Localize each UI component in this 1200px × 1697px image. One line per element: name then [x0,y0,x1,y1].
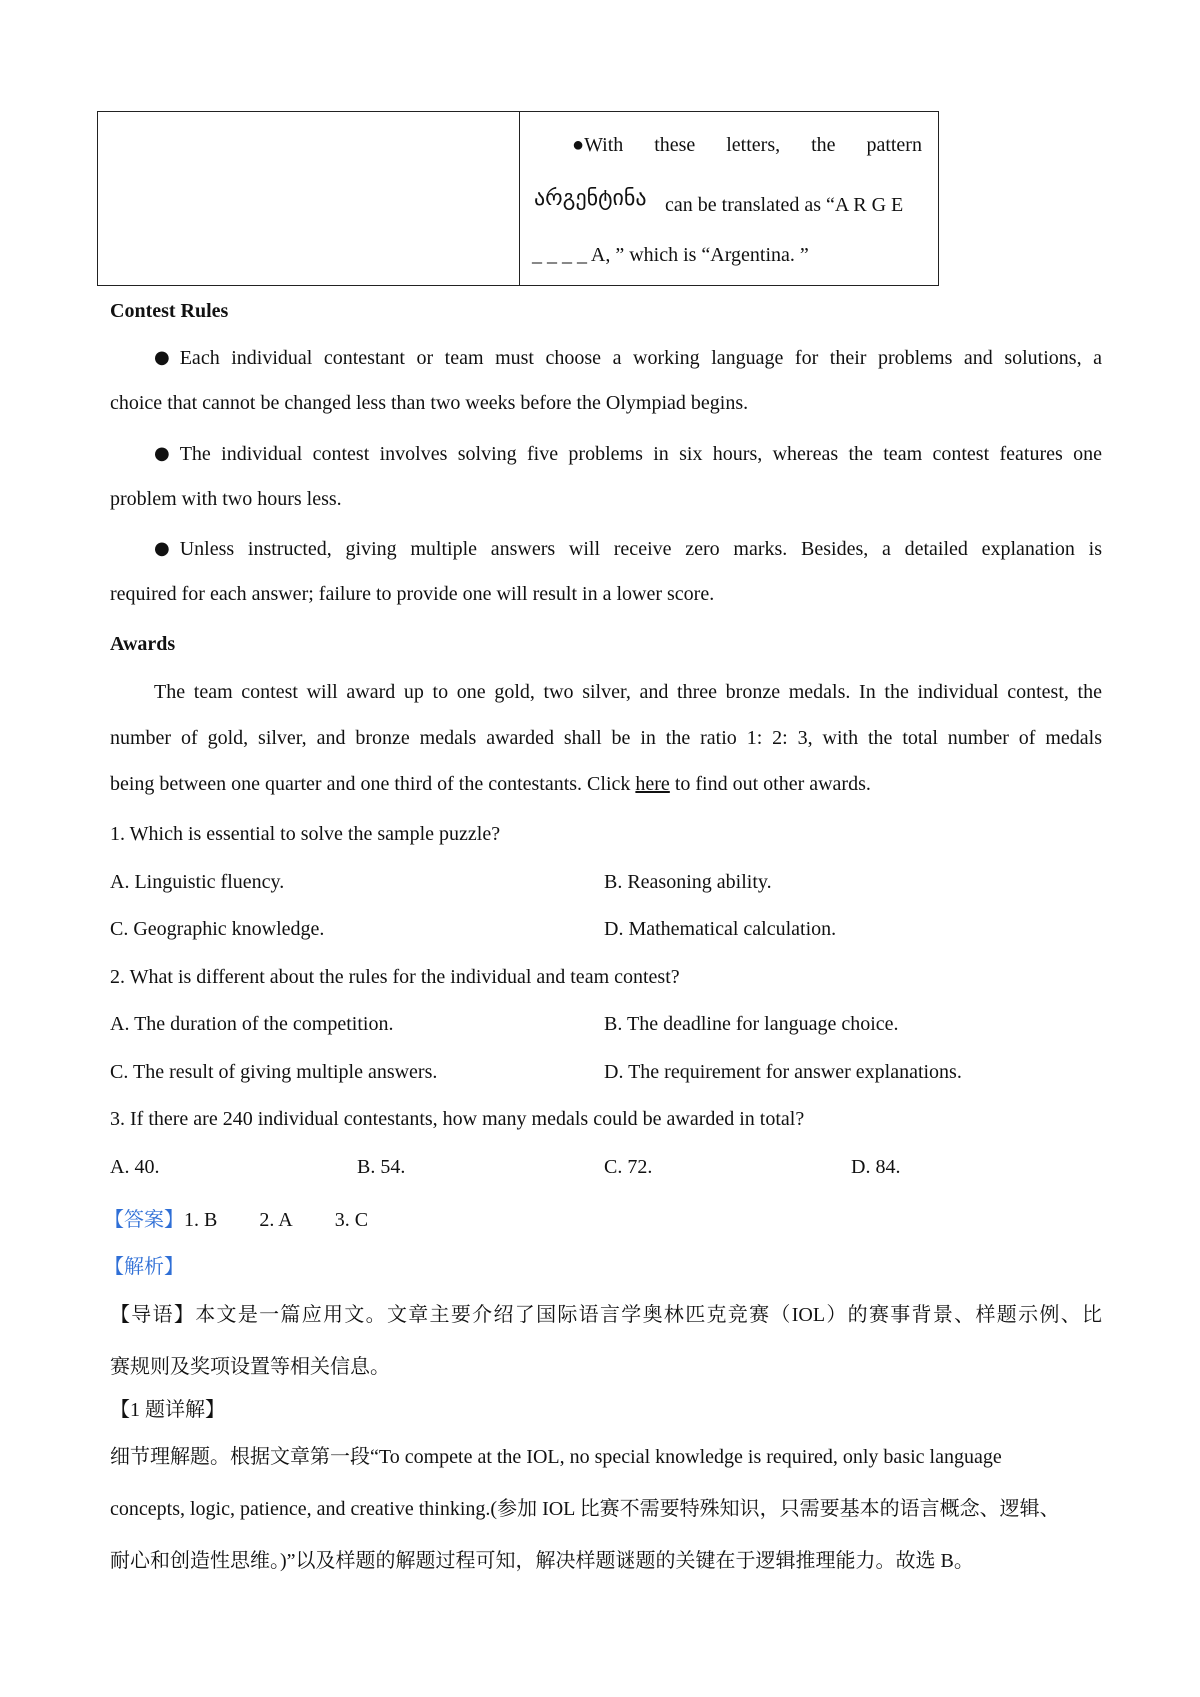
rule-text: required for each answer; failure to provide one will result in a lower score. [110,583,715,605]
rule-item-2 [110,443,1102,511]
table-line-1 [572,134,922,157]
awards-heading: Awards [110,633,176,655]
question-2-option-b[interactable]: B. The deadline for language choice. [604,1013,899,1035]
awards-line: number of gold, silver, and bronze medals awarded shall be in the ratio 1: 2: 3, with the total number of medals [110,727,1102,749]
q1-detail-line: 耐心和创造性思维。)”以及样题的解题过程可知，解决样题谜题的关键在于逻辑推理能力。故选 B。 [110,1550,974,1572]
awards-paragraph [110,681,1102,796]
question-1-option-b[interactable]: B. Reasoning ability. [604,871,772,893]
q1-detail-heading: 【1 题详解】 [110,1399,225,1421]
question-2-option-c[interactable]: C. The result of giving multiple answers. [110,1061,438,1083]
answer-line [104,1203,368,1232]
question-1-stem: 1. Which is essential to solve the sample puzzle? [110,823,501,845]
question-1-option-d[interactable]: D. Mathematical calculation. [604,918,837,940]
question-2-option-d[interactable]: D. The requirement for answer explanations. [604,1061,962,1083]
question-3-stem: 3. If there are 240 individual contestants, how many medals could be awarded in total? [110,1108,805,1130]
bullet-icon: ● [154,538,170,559]
word: letters, [726,134,781,156]
answer-label: 【答案】 [104,1209,184,1231]
bullet-icon: ● [154,443,170,464]
word: ●With [572,134,624,156]
table-line-2 [534,186,647,211]
question-2-option-a[interactable]: A. The duration of the competition. [110,1013,394,1035]
answer-item: 1. B [184,1209,218,1231]
awards-text: being between one quarter and one third of the contestants. Click [110,773,636,795]
table-line-3: _ _ _ _ A, ” which is “Argentina. ” [532,244,809,266]
question-2-stem: 2. What is different about the rules for the individual and team contest? [110,966,680,988]
rule-text: Unless instructed, giving multiple answers will receive zero marks. Besides, a detailed explanation is [179,538,1102,560]
table-cell-right [520,112,938,285]
sample-table [97,111,939,286]
question-1-option-c[interactable]: C. Geographic knowledge. [110,918,325,940]
question-1-option-a[interactable]: A. Linguistic fluency. [110,871,285,893]
q1-detail-line: 细节理解题。根据文章第一段“To compete at the IOL, no special knowledge is required, only basic language [110,1446,1002,1468]
rule-text: choice that cannot be changed less than two weeks before the Olympiad begins. [110,392,749,414]
rules-heading: Contest Rules [110,300,229,322]
rule-text: problem with two hours less. [110,488,342,510]
analysis-intro-line: 赛规则及奖项设置等相关信息。 [110,1356,390,1378]
q1-detail [110,1440,1102,1573]
question-3-option-b[interactable]: B. 54. [357,1156,406,1178]
rule-text: The individual contest involves solving five problems in six hours, whereas the team contest features one [179,443,1102,465]
analysis-intro [110,1298,1102,1379]
word: pattern [866,134,922,156]
answer-item: 2. A [259,1209,293,1231]
awards-line [110,773,1102,796]
bullet-icon: ● [154,347,170,368]
question-3-option-d[interactable]: D. 84. [851,1156,901,1178]
question-3-option-c[interactable]: C. 72. [604,1156,653,1178]
georgian-pattern: არგენტინა [534,186,647,211]
q1-detail-line: concepts, logic, patience, and creative thinking.(参加 IOL 比赛不需要特殊知识，只需要基本的语言概念、逻辑、 [110,1498,1060,1520]
question-3-option-a[interactable]: A. 40. [110,1156,160,1178]
word: these [654,134,696,156]
rule-text: Each individual contestant or team must choose a working language for their problems and solutions, a [179,347,1102,369]
rule-item-1 [110,347,1102,415]
analysis-intro-line: 【导语】本文是一篇应用文。文章主要介绍了国际语言学奥林匹克竞赛（IOL）的赛事背景、样题示例、比 [110,1304,1102,1326]
answer-item: 3. C [334,1209,369,1231]
word: the [811,134,836,156]
awards-text: to find out other awards. [669,773,871,795]
other-awards-link[interactable]: here [635,773,670,795]
rule-item-3 [110,538,1102,606]
table-line-2-rest: can be translated as “A R G E [665,194,904,216]
awards-line: The team contest will award up to one gold, two silver, and three bronze medals. In the individual contest, the [154,681,1102,703]
analysis-label: 【解析】 [104,1256,184,1278]
